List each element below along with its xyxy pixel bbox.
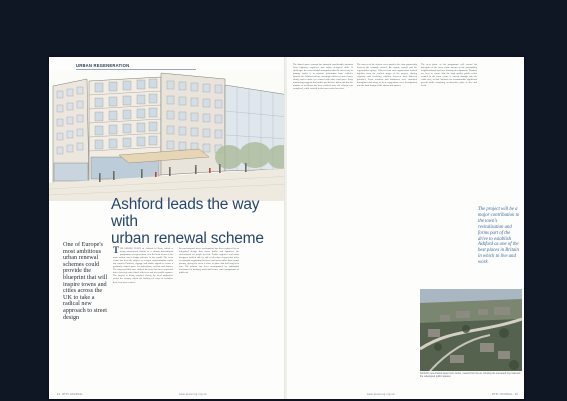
folio-left-number: 44 (57, 393, 61, 396)
folio-right (492, 393, 518, 396)
body-column-2-text: Its conventional street environment has been replaced by an integrated design that slows traffic and improves the environment for people on foot. Traffic engineers and urban designers worked side by side to develop a layout that relies on informal negotiation between road users rather than formal priority, giving the town a sense of place that had long been lost. The scheme has been accompanied by substantial investment in housing, retail and leisure, and a programme of public art. (179, 247, 239, 275)
body-column-1-text: HE SERIES TOWN of Ashford in Kent, which is being transformed thanks to a vibrant international programme of regeneration, is at the heart of one of the most radical street design schemes in the world. The town centre has been the subject of a major transformation which has removed barriers, signage and traffic signals to create a genuinely shared space for pedestrians, cyclists and drivers. The ring road that once choked the town has been converted into a two-way street lined with trees and new public squares. The project is being watched closely by local authorities across the country which are looking for ways to revitalise their own town centres. (113, 247, 173, 284)
right-page (287, 57, 524, 399)
folio-left-url: www.planning.org.uk (179, 393, 207, 396)
magazine-spread (49, 57, 524, 399)
street-sketch-illustration (49, 71, 311, 201)
folio-right-url: www.planning.org.uk (367, 393, 395, 396)
body-column-5-text: The next phase of the programme will extend the principles of the town centre scheme to the surrounding neighbourhoods and new housing developments. Planners are keen to ensure that the high quality public realm created in the town centre is carried through into the wider area, so that Ashford can accommodate significant growth while remaining an attractive place to live and work. (421, 63, 477, 88)
body-column-1 (113, 247, 173, 284)
body-column-3-text: The shared space concept has attracted considerable attention from highway engineers and urban designers alike. It challenges the conventional assumption that the safest way to manage traffic is to separate pedestrians from vehicles. Instead, the Ashford scheme encourages drivers to travel more slowly and to make eye contact with other road users. Early monitoring suggests that traffic speeds have fallen and that the number of accidents has been reduced since the scheme was completed, while footfall in the town centre has risen. (293, 63, 353, 91)
aerial-town-photo (420, 289, 522, 371)
body-column-2 (179, 247, 239, 274)
photo-caption: Ashford's new shared space town centre, viewed from the air, showing the converted ring road and the redesigned public squares (420, 373, 521, 378)
section-rule (76, 69, 196, 70)
folio-right-number: 45 (514, 393, 518, 396)
headline-line-1: Ashford leads the way with (111, 196, 260, 230)
body-column-5 (421, 63, 477, 87)
standfirst: One of Europe's most ambitious urban renewal schemes could provide the blueprint that will inspire towns and cities across the UK to take a radical new approach to street design (63, 241, 108, 321)
folio-left-label: RTPI JOURNAL (62, 393, 84, 396)
folio-right-label: RTPI JOURNAL (491, 393, 513, 396)
folio-left (57, 393, 83, 396)
drop-cap: T (113, 245, 120, 255)
pull-quote: The project will be a major contribution to the town's revitalisation and forms part of the drive to establish Ashford as one of the best places in Britain in which to live and work (478, 207, 520, 266)
headline-line-2: urban renewal scheme (111, 230, 264, 247)
body-column-4 (357, 63, 417, 87)
body-column-3 (293, 63, 353, 90)
left-page (49, 57, 285, 399)
headline (111, 196, 281, 247)
section-label: URBAN REGENERATION (76, 63, 130, 68)
body-column-4-text: The success of the scheme owes much to the close partnership between the borough council, the county council and the regeneration agency. Officers from each organisation worked together from the earliest stages of the project, sharing expertise and resolving conflicts between their different priorities. Local residents and businesses were consulted throughout and many of their suggestions were incorporated into the final design of the streets and squares. (357, 63, 417, 88)
